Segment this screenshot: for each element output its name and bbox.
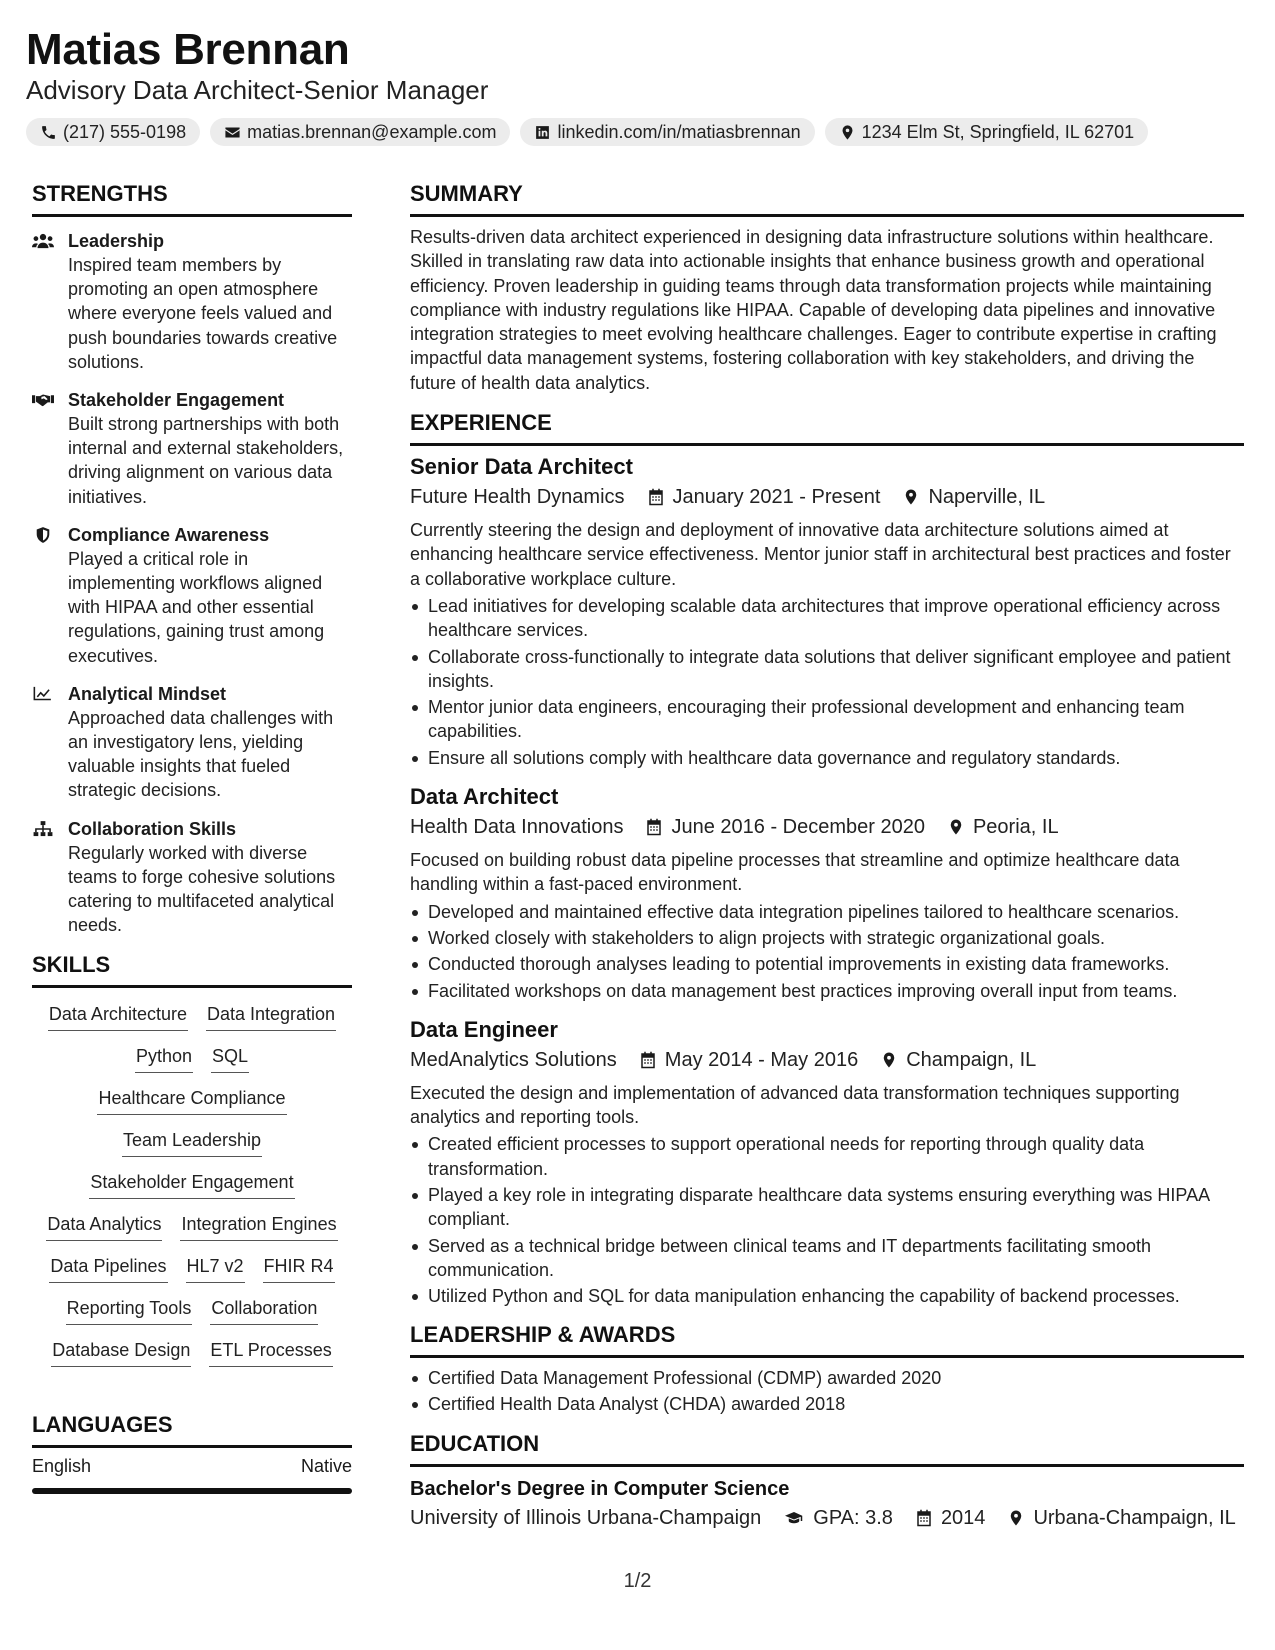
list-item: Lead initiatives for developing scalable data architectures that improve operational efficiency across healthcare services. [410,594,1244,643]
address-text: 1234 Elm St, Springfield, IL 62701 [861,121,1135,142]
phone-icon [40,124,57,141]
phone-pill[interactable] [26,118,200,146]
map-pin-icon [947,818,965,836]
strength-item [32,388,352,509]
envelope-icon [224,124,241,141]
graduation-cap-icon [783,1509,805,1527]
strength-title: Collaboration Skills [68,818,237,839]
awards-heading: LEADERSHIP & AWARDS [410,1321,676,1347]
job-bullets [410,1132,1244,1308]
job-location: Peoria, IL [972,816,1059,839]
phone-text: (217) 555-0198 [63,121,187,142]
shield-icon [32,526,54,544]
section-divider [410,214,1244,217]
calendar-icon [645,818,663,836]
skill-tag: Data Architecture [48,1002,188,1031]
strength-desc: Inspired team members by promoting an open atmosphere where everyone feels valued and push boundaries towards creative solutions. [68,255,338,372]
job-title: Senior Data Architect [410,454,633,480]
calendar-icon [915,1509,933,1527]
job-company: Health Data Innovations [410,816,624,839]
map-pin-icon [839,124,856,141]
skill-tag: Healthcare Compliance [97,1086,286,1115]
summary-text: Results-driven data architect experienced in designing data infrastructure solutions within healthcare. Skilled in translating raw data into actionable insights that enhance business growth and operational efficiency. Proven leadership in guiding teams through data transformation projects while maintaining compliance with industry regulations like HIPAA. Capable of developing data pipelines and innovative integration strategies to meet evolving healthcare challenges. Eager to contribute expertise in crafting impactful data management systems, fostering collaboration with key stakeholders, and driving the future of health data analytics. [410,227,1217,393]
email-pill[interactable] [210,118,510,146]
skills-heading: SKILLS [32,952,111,978]
linkedin-pill[interactable] [520,118,814,146]
address-pill[interactable] [825,118,1149,146]
skills-list [32,1000,352,1367]
left-column [32,180,352,1494]
skill-tag: Data Integration [206,1002,336,1031]
skill-tag: ETL Processes [209,1338,332,1367]
map-pin-icon [1007,1509,1025,1527]
skill-tag: Reporting Tools [66,1296,193,1325]
job-company: MedAnalytics Solutions [410,1048,617,1071]
job-title: Data Engineer [410,1016,558,1042]
job-title: Data Architect [410,784,559,810]
job-location: Naperville, IL [928,486,1046,509]
list-item: Played a key role in integrating disparate healthcare data systems ensuring everything was HIPAA compliant. [410,1183,1244,1232]
strength-item [32,682,352,803]
skill-tag: Database Design [51,1338,191,1367]
candidate-title: Advisory Data Architect-Senior Manager [26,75,489,105]
education-degree: Bachelor's Degree in Computer Science [410,1478,790,1501]
skill-tag: Collaboration [210,1296,318,1325]
section-divider [32,985,352,988]
map-pin-icon [880,1051,898,1069]
map-pin-icon [902,488,920,506]
handshake-icon [32,391,54,409]
list-item: Served as a technical bridge between clinical teams and IT departments facilitating smooth communication. [410,1234,1244,1283]
strength-title: Leadership [68,231,165,251]
strength-title: Compliance Awareness [68,524,270,545]
job-location: Champaign, IL [906,1048,1037,1071]
job-entry [410,1015,1244,1309]
section-divider [32,214,352,217]
skill-tag: Stakeholder Engagement [89,1170,294,1199]
list-item: Developed and maintained effective data integration pipelines tailored to healthcare scenarios. [410,900,1244,924]
strength-item [32,229,352,374]
users-icon [32,232,54,250]
job-meta [410,482,1244,512]
chart-line-icon [32,685,54,703]
skill-tag: FHIR R4 [263,1254,335,1283]
resume-header [26,24,1246,146]
strengths-heading: STRENGTHS [32,181,168,206]
section-divider [410,443,1244,446]
experience-heading: EXPERIENCE [410,410,552,436]
list-item: Collaborate cross-functionally to integrate data solutions that deliver significant employee and patient insights. [410,645,1244,694]
summary-heading: SUMMARY [410,181,523,206]
strength-item [32,523,352,668]
job-entry [410,452,1244,770]
sitemap-icon [32,820,54,838]
experience-section [410,409,1244,1308]
strengths-section [32,180,352,937]
education-gpa: GPA: 3.8 [813,1507,893,1530]
email-text: matias.brennan@example.com [247,121,497,142]
job-meta [410,812,1244,842]
job-meta [410,1045,1244,1075]
list-item: Worked closely with stakeholders to align projects with strategic organizational goals. [410,926,1244,950]
section-divider [410,1464,1244,1467]
skill-tag: SQL [211,1044,249,1073]
strength-item [32,817,352,938]
right-column [410,180,1244,1539]
language-name: English [32,1456,92,1477]
language-level-bar [32,1488,352,1494]
education-school: University of Illinois Urbana-Champaign [410,1507,762,1530]
candidate-name: Matias Brennan [26,25,350,74]
list-item: Certified Health Data Analyst (CHDA) awarded 2018 [410,1392,1244,1416]
awards-section [410,1321,1244,1417]
list-item: Created efficient processes to support operational needs for reporting through quality data transformation. [410,1132,1244,1181]
strength-desc: Regularly worked with diverse teams to forge cohesive solutions catering to multifaceted analytical needs. [68,842,336,936]
skill-tag: Data Analytics [46,1212,162,1241]
education-location: Urbana-Champaign, IL [1033,1507,1236,1530]
job-company: Future Health Dynamics [410,486,625,509]
job-description: Executed the design and implementation of advanced data transformation techniques supporting analytics and reporting tools. [410,1082,1180,1128]
education-heading: EDUCATION [410,1431,540,1457]
list-item: Conducted thorough analyses leading to potential improvements in existing data frameworks. [410,952,1244,976]
job-entry [410,782,1244,1003]
languages-section [32,1411,352,1494]
awards-list [410,1366,1244,1417]
summary-section [410,180,1244,395]
job-dates: May 2014 - May 2016 [664,1048,859,1071]
education-meta [410,1503,1244,1533]
section-divider [32,1445,352,1448]
calendar-icon [639,1051,657,1069]
job-dates: January 2021 - Present [672,486,881,509]
list-item: Mentor junior data engineers, encouraging their professional development and enhancing team capabilities. [410,695,1244,744]
language-level: Native [300,1456,352,1477]
job-bullets [410,594,1244,770]
calendar-icon [647,488,665,506]
linkedin-text: linkedin.com/in/matiasbrennan [557,121,801,142]
education-year: 2014 [940,1507,986,1530]
strength-title: Stakeholder Engagement [68,390,285,411]
skill-tag: Data Pipelines [49,1254,167,1283]
list-item: Facilitated workshops on data management best practices improving overall input from teams. [410,979,1244,1003]
strength-title: Analytical Mindset [68,683,227,704]
job-bullets [410,900,1244,1003]
list-item: Certified Data Management Professional (CDMP) awarded 2020 [410,1366,1244,1390]
job-description: Focused on building robust data pipeline processes that streamline and optimize healthcare data handling within a fast-paced environment. [410,850,1180,895]
skill-tag: Team Leadership [122,1128,262,1157]
language-row [32,1454,352,1478]
section-divider [410,1355,1244,1358]
job-description: Currently steering the design and deployment of innovative data architecture solutions aimed at enhancing healthcare service effectiveness. Mentor junior staff in architectural best practices and foster a collaborative workplace culture. [410,520,1231,589]
page-number: 1/2 [623,1570,652,1592]
list-item: Ensure all solutions comply with healthcare data governance and regulatory standards. [410,746,1244,770]
contact-bar [26,118,1246,146]
education-section [410,1430,1244,1533]
linkedin-icon [534,124,551,141]
job-dates: June 2016 - December 2020 [671,816,925,839]
strength-desc: Played a critical role in implementing workflows aligned with HIPAA and other essential regulations, gaining trust among executives. [68,548,325,666]
list-item: Utilized Python and SQL for data manipulation enhancing the capability of backend processes. [410,1284,1244,1308]
strength-desc: Approached data challenges with an investigatory lens, yielding valuable insights that fueled strategic decisions. [68,707,334,801]
languages-heading: LANGUAGES [32,1412,173,1438]
skill-tag: Integration Engines [180,1212,337,1241]
strength-desc: Built strong partnerships with both internal and external stakeholders, driving alignment on various data initiatives. [68,414,344,507]
skill-tag: HL7 v2 [186,1254,245,1283]
skill-tag: Python [135,1044,193,1073]
skills-section [32,951,352,1367]
